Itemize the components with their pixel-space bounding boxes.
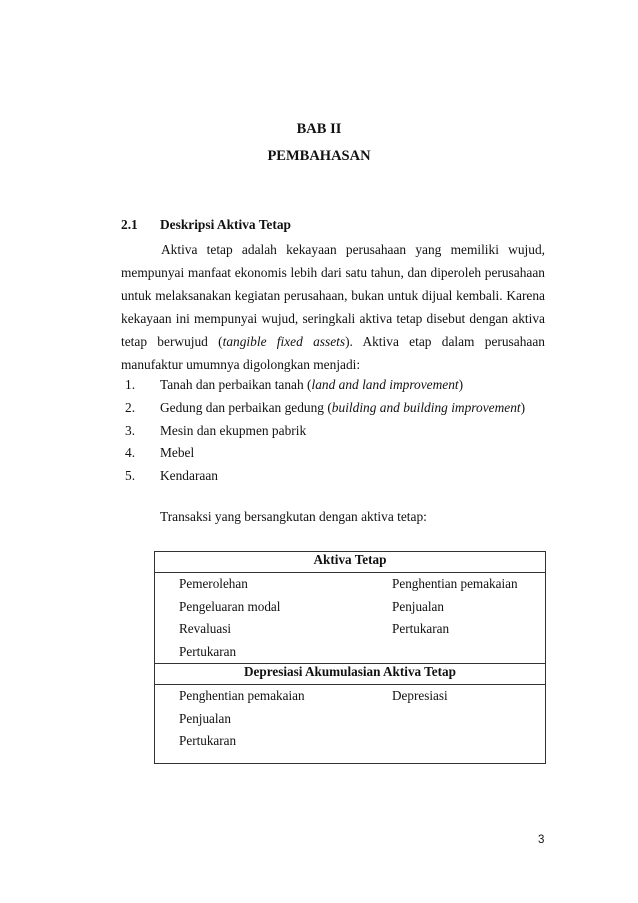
chapter-label: BAB II [296, 121, 342, 137]
aktiva-tetap-debit-cell [155, 573, 376, 664]
body-paragraph [121, 238, 545, 376]
list-text-end: ) [520, 400, 526, 415]
page-number: 3 [538, 834, 545, 846]
depresiasi-debit-cell [155, 685, 376, 764]
table-cell-item: Pertukaran [179, 733, 237, 748]
table-cell-item: Penghentian pemakaian [179, 688, 305, 703]
list-number: 2. [125, 400, 136, 415]
table-cell-item: Pengeluaran modal [179, 598, 281, 614]
transactions-table [154, 551, 546, 764]
list-italic: building and building improvement [331, 400, 521, 415]
table-cell-item: Depresiasi [392, 688, 448, 703]
paragraph-italic-term: tangible fixed assets [222, 334, 346, 349]
table-header-depresiasi: Depresiasi Akumulasian Aktiva Tetap [155, 664, 546, 685]
table-cell-item: Penjualan [179, 710, 232, 726]
list-number: 5. [125, 468, 136, 483]
table-intro: Transaksi yang bersangkutan dengan aktiva tetap: [160, 509, 427, 524]
section-number: 2.1 [121, 217, 138, 232]
chapter-title: PEMBAHASAN [267, 148, 371, 164]
list-number: 4. [125, 445, 136, 460]
table-cell-item: Revaluasi [179, 621, 232, 636]
list-text: Kendaraan [160, 468, 218, 483]
paragraph-text: Aktiva tetap adalah kekayaan perusahaan yang memiliki wujud, mempunyai manfaat ekonomis lebih dari satu tahun, dan diperoleh perusahaan untuk melaksanakan kegiatan perusahaan, bukan untuk dijual kembali. Karena kekayaan ini mempunyai wujud, seringkali aktiva tetap disebut dengan aktiva tetap berwujud ( [121, 242, 545, 349]
table-cell-item: Pertukaran [392, 621, 450, 636]
list-number: 3. [125, 423, 136, 438]
list-text: Mesin dan ekupmen pabrik [160, 423, 307, 438]
table-cell-item: Pemerolehan [179, 576, 248, 591]
list-text: Gedung dan perbaikan gedung ( [160, 400, 332, 415]
list-italic: land and land improvement [311, 377, 459, 392]
paragraph-text-end: ). Aktiva etap dalam perusahaan manufaktur umumnya digolongkan menjadi: [121, 334, 545, 372]
list-number: 1. [125, 377, 136, 392]
aktiva-tetap-credit-cell [375, 573, 546, 664]
table-cell-item: Penjualan [392, 598, 445, 614]
list-text-end: ) [458, 377, 464, 392]
table-cell-item: Penghentian pemakaian [392, 576, 518, 591]
list-text: Tanah dan perbaikan tanah ( [160, 377, 312, 392]
list-text: Mebel [160, 445, 195, 460]
section-title: Deskripsi Aktiva Tetap [160, 217, 291, 232]
table-cell-item: Pertukaran [179, 643, 237, 659]
depresiasi-credit-cell [375, 685, 546, 764]
table-header-aktiva-tetap: Aktiva Tetap [155, 552, 546, 573]
